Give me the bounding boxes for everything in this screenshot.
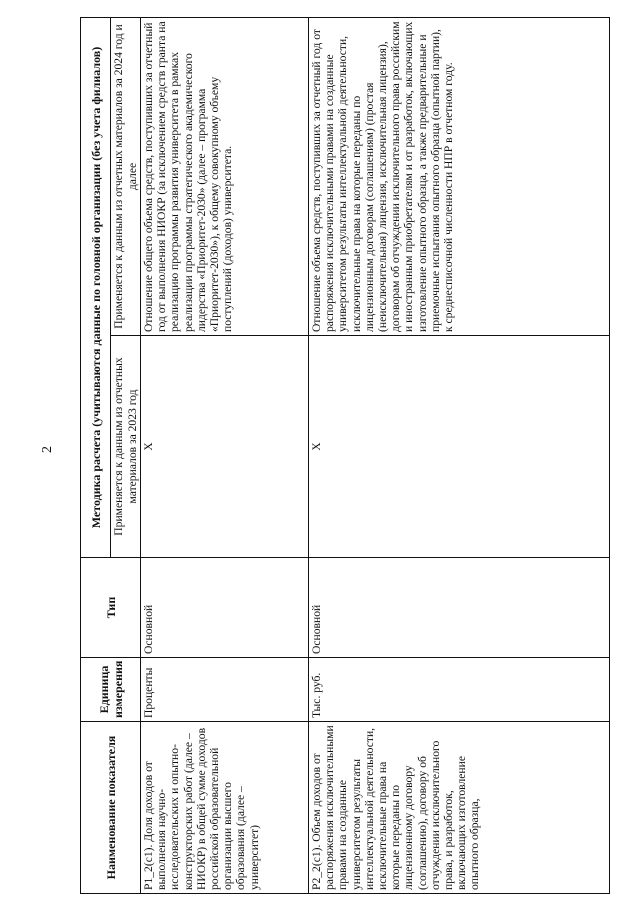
row2-unit: Тыс. руб. xyxy=(309,658,610,722)
header-row xyxy=(81,17,111,893)
header-unit: Единица измерения xyxy=(81,658,141,722)
header-type: Тип xyxy=(81,558,141,658)
subheader-2023: Применяется к данным из отчетных материалов за 2023 год xyxy=(111,336,141,558)
page-number: 2 xyxy=(40,446,55,453)
row2-name: P2_2(c1). Объем доходов от распоряжения исключительными правами на созданные университетом результаты интеллектуальной деятельности, исключительные права на которые переданы по лицензионному договору (соглашению), договору об отчуждении исключительного права, и разработок, включающих изготовление опытного образца, xyxy=(309,722,610,894)
row1-name: P1_2(c1). Доля доходов от выполнения научно-исследовательских и опытно-конструкторских работ (далее – НИОКР) в общей сумме доходов российской образовательной организации высшего образования (далее – университет) xyxy=(141,722,309,894)
row1-method-2023: Х xyxy=(141,336,309,558)
row1-method-2024: Отношение общего объема средств, поступивших за отчетный год от выполнения НИОКР (за исключением средств гранта на реализацию программы развития университета в рамках реализации программы стратегического академического лидерства «Приоритет-2030» (далее – программа «Приоритет-2030»), к общему совокупному объему поступлений (доходов) университета. xyxy=(141,17,309,335)
row2-method-2023: Х xyxy=(309,336,610,558)
header-name: Наименование показателя xyxy=(81,722,141,894)
row2-type: Основной xyxy=(309,558,610,658)
table-row xyxy=(141,17,309,893)
row1-type: Основной xyxy=(141,558,309,658)
row2-method-2024: Отношение объема средств, поступивших за отчетный год от распоряжения исключительными правами на созданные университетом результаты интеллектуальной деятельности, исключительные права на которые переданы по лицензионным договорам (соглашениям) (простая (неисключительная) лицензия, исключительная лицензия), договорам об отчуждении исключительного права российским и иностранным приобретателям и от разработок, включающих изготовление опытного образца, а также предварительные и приемочные испытания опытного образца (опытной партии), к среднесписочной численности НПР в отчетном году. xyxy=(309,17,610,335)
rotated-table-container xyxy=(80,18,610,894)
header-method: Методика расчета (учитываются данные по головной организации (без учета филиалов) xyxy=(81,17,111,557)
indicator-table xyxy=(80,17,610,894)
subheader-2024: Применяется к данным из отчетных материалов за 2024 год и далее xyxy=(111,17,141,335)
table-row xyxy=(309,17,610,893)
row1-unit: Проценты xyxy=(141,658,309,722)
